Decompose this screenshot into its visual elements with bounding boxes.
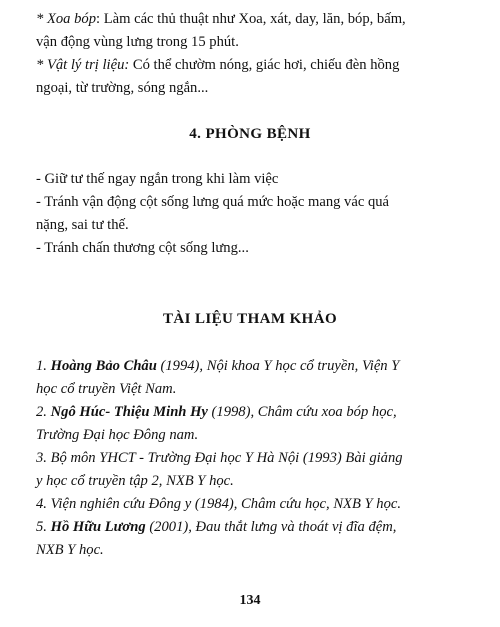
page-number: 134 bbox=[239, 593, 261, 608]
massage-term: * Xoa bóp bbox=[36, 11, 96, 27]
reference-2-title: (1998), Châm cứu xoa bóp học, bbox=[207, 404, 397, 420]
reference-3-line-2: y học cổ truyền tập 2, NXB Y học. bbox=[36, 473, 234, 489]
physio-term: * Vật lý trị liệu: bbox=[36, 57, 130, 73]
reference-2-line-1 bbox=[36, 403, 476, 421]
physio-line-1 bbox=[36, 56, 476, 74]
reference-5-line-2: NXB Y học. bbox=[36, 542, 104, 558]
reference-1-line-2: học cổ truyền Việt Nam. bbox=[36, 381, 177, 397]
prevention-item-2-cont: nặng, sai tư thế. bbox=[36, 217, 129, 233]
reference-1-author: Hoàng Bảo Châu bbox=[46, 358, 157, 374]
reference-2-author: Ngô Húc- Thiệu Minh Hy bbox=[46, 404, 208, 420]
reference-1-title: (1994), Nội khoa Y học cổ truyền, Viện Y bbox=[156, 358, 400, 374]
reference-5-line-1 bbox=[36, 518, 476, 536]
references-heading: TÀI LIỆU THAM KHẢO bbox=[162, 311, 338, 327]
reference-5-number: 5. bbox=[36, 519, 47, 535]
reference-2-line-2: Trường Đại học Đông nam. bbox=[36, 427, 199, 443]
physio-line-2: ngoại, từ trường, sóng ngắn... bbox=[36, 80, 209, 96]
reference-4-line-1: 4. Viện nghiên cứu Đông y (1984), Châm cứu học, NXB Y học. bbox=[36, 496, 402, 512]
reference-3-line-1: 3. Bộ môn YHCT - Trường Đại học Y Hà Nội (1993) Bài giảng bbox=[36, 450, 403, 466]
massage-line-1 bbox=[36, 10, 476, 28]
massage-description: : Làm các thủ thuật như Xoa, xát, day, lăn, bóp, bấm, bbox=[96, 11, 406, 27]
prevention-heading: 4. PHÒNG BỆNH bbox=[189, 126, 311, 142]
prevention-item-2: - Tránh vận động cột sống lưng quá mức hoặc mang vác quá bbox=[36, 194, 390, 210]
reference-5-title: (2001), Đau thắt lưng và thoát vị đĩa đệm, bbox=[145, 519, 397, 535]
physio-description: Có thể chườm nóng, giác hơi, chiếu đèn hồng bbox=[129, 57, 400, 73]
reference-2-number: 2. bbox=[36, 404, 47, 420]
massage-line-2: vận động vùng lưng trong 15 phút. bbox=[36, 34, 239, 50]
prevention-item-3: - Tránh chấn thương cột sống lưng... bbox=[36, 240, 249, 256]
reference-5-author: Hồ Hữu Lương bbox=[46, 519, 146, 535]
reference-1-line-1 bbox=[36, 357, 476, 375]
reference-1-number: 1. bbox=[36, 358, 47, 374]
prevention-item-1: - Giữ tư thế ngay ngắn trong khi làm việc bbox=[36, 171, 279, 187]
